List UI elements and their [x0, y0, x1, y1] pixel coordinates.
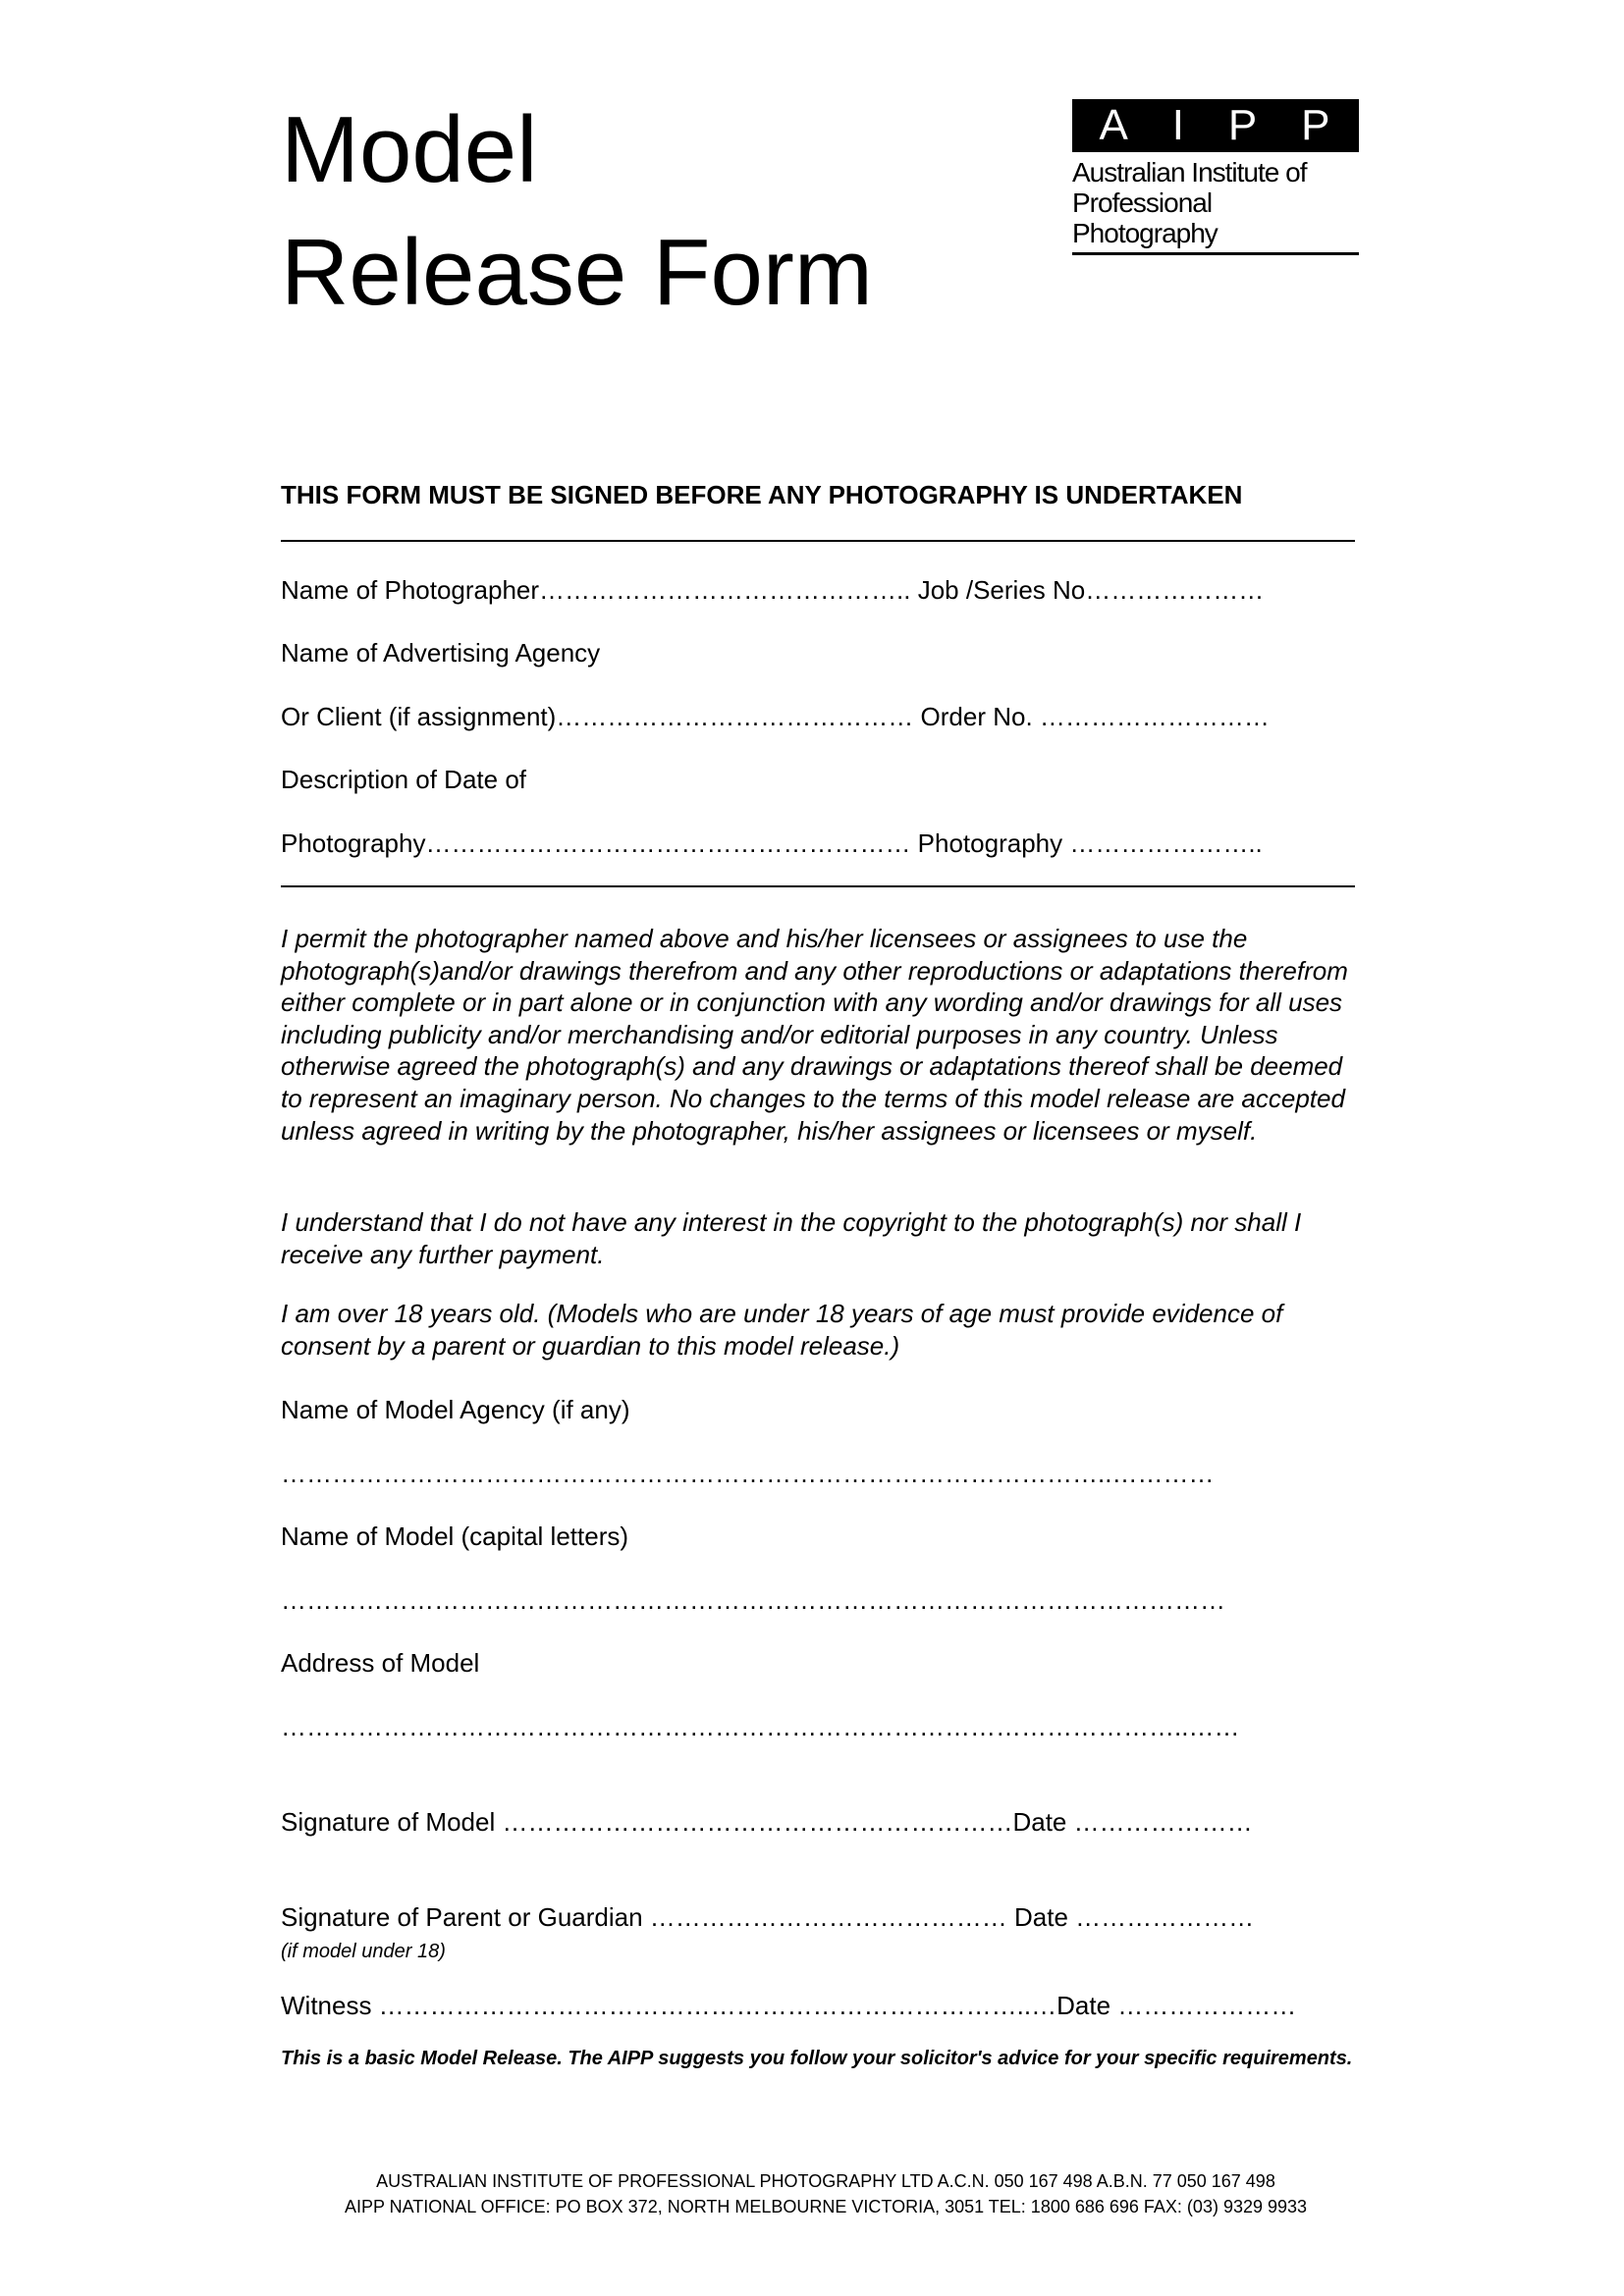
model-name-label: Name of Model (capital letters) — [281, 1522, 629, 1551]
age-paragraph: I am over 18 years old. (Models who are under 18 years of age must provide evidence of consent by a parent or guardian to this model release.) — [281, 1299, 1283, 1361]
witness-field[interactable]: Witness …………………………………………………………………..…Date ………………… — [281, 1991, 1297, 2020]
logo-text-line2: Professional Photography — [1072, 187, 1218, 248]
model-agency-input[interactable]: ……………………………………………………………………………………..………… — [281, 1459, 1215, 1488]
form-title-line1: Model — [281, 97, 538, 202]
divider-top — [281, 540, 1355, 542]
logo-text-line1: Australian Institute of — [1072, 157, 1307, 187]
footer-address-line: AIPP NATIONAL OFFICE: PO BOX 372, NORTH MELBOURNE VICTORIA, 3051 TEL: 1800 686 696 FAX: (03) 9329 9933 — [344, 2197, 1308, 2216]
model-address-label: Address of Model — [281, 1648, 480, 1678]
guardian-signature-field[interactable]: Signature of Parent or Guardian …………………………………… Date ………………… — [281, 1902, 1255, 1932]
logo-letter: P — [1301, 101, 1332, 149]
model-address-input[interactable]: ……………………………………………………………………………………………..…… — [281, 1712, 1240, 1741]
footer-company-line: AUSTRALIAN INSTITUTE OF PROFESSIONAL PHOTOGRAPHY LTD A.C.N. 050 167 498 A.B.N. 77 050 167 498 — [376, 2171, 1275, 2191]
model-signature-field[interactable]: Signature of Model ……………………………………………………Date ………………… — [281, 1807, 1253, 1837]
logo-letter: P — [1227, 101, 1260, 149]
model-name-input[interactable]: ………………………………………………………………………………………………… — [281, 1585, 1225, 1615]
divider-middle — [281, 885, 1355, 887]
client-order-field[interactable]: Or Client (if assignment)…………………………………… Order No. ……………………… — [281, 702, 1270, 731]
logo-letter: I — [1171, 101, 1186, 149]
photography-field[interactable]: Photography………………………………………………… Photography ………………….. — [281, 828, 1263, 858]
disclaimer: This is a basic Model Release. The AIPP suggests you follow your solicitor's advice for your specific requirements. — [281, 2048, 1353, 2069]
description-date-label: Description of Date of — [281, 765, 527, 794]
advertising-agency-label: Name of Advertising Agency — [281, 638, 601, 667]
logo-letter: A — [1099, 101, 1130, 149]
logo-underline — [1072, 252, 1359, 255]
guardian-note: (if model under 18) — [281, 1941, 446, 1962]
permission-paragraph: I permit the photographer named above and his/her licensees or assignees to use the photograph(s)and/or drawings therefrom and any other reproductions or adaptations therefrom either complete or in part alone or in conjunction with any wording and/or drawings for all uses including publicity and/or merchandising and/or editorial purposes in any country. Unless otherwise agreed the photograph(s) and any drawings or adaptations thereof shall be deemed to represent an imaginary person. No changes to the terms of this model release are accepted unless agreed in writing by the photographer, his/her assignees or licensees or myself. — [281, 924, 1348, 1146]
form-title-line2: Release Form — [281, 220, 873, 325]
signature-notice: THIS FORM MUST BE SIGNED BEFORE ANY PHOTOGRAPHY IS UNDERTAKEN — [281, 480, 1243, 509]
logo-letter-box — [1072, 99, 1359, 152]
model-agency-label: Name of Model Agency (if any) — [281, 1395, 630, 1424]
photographer-field[interactable]: Name of Photographer…………………………………….. Job /Series No………………… — [281, 575, 1265, 605]
aipp-logo — [1072, 99, 1359, 255]
copyright-paragraph: I understand that I do not have any interest in the copyright to the photograph(s) nor shall I receive any further payment. — [281, 1207, 1302, 1269]
